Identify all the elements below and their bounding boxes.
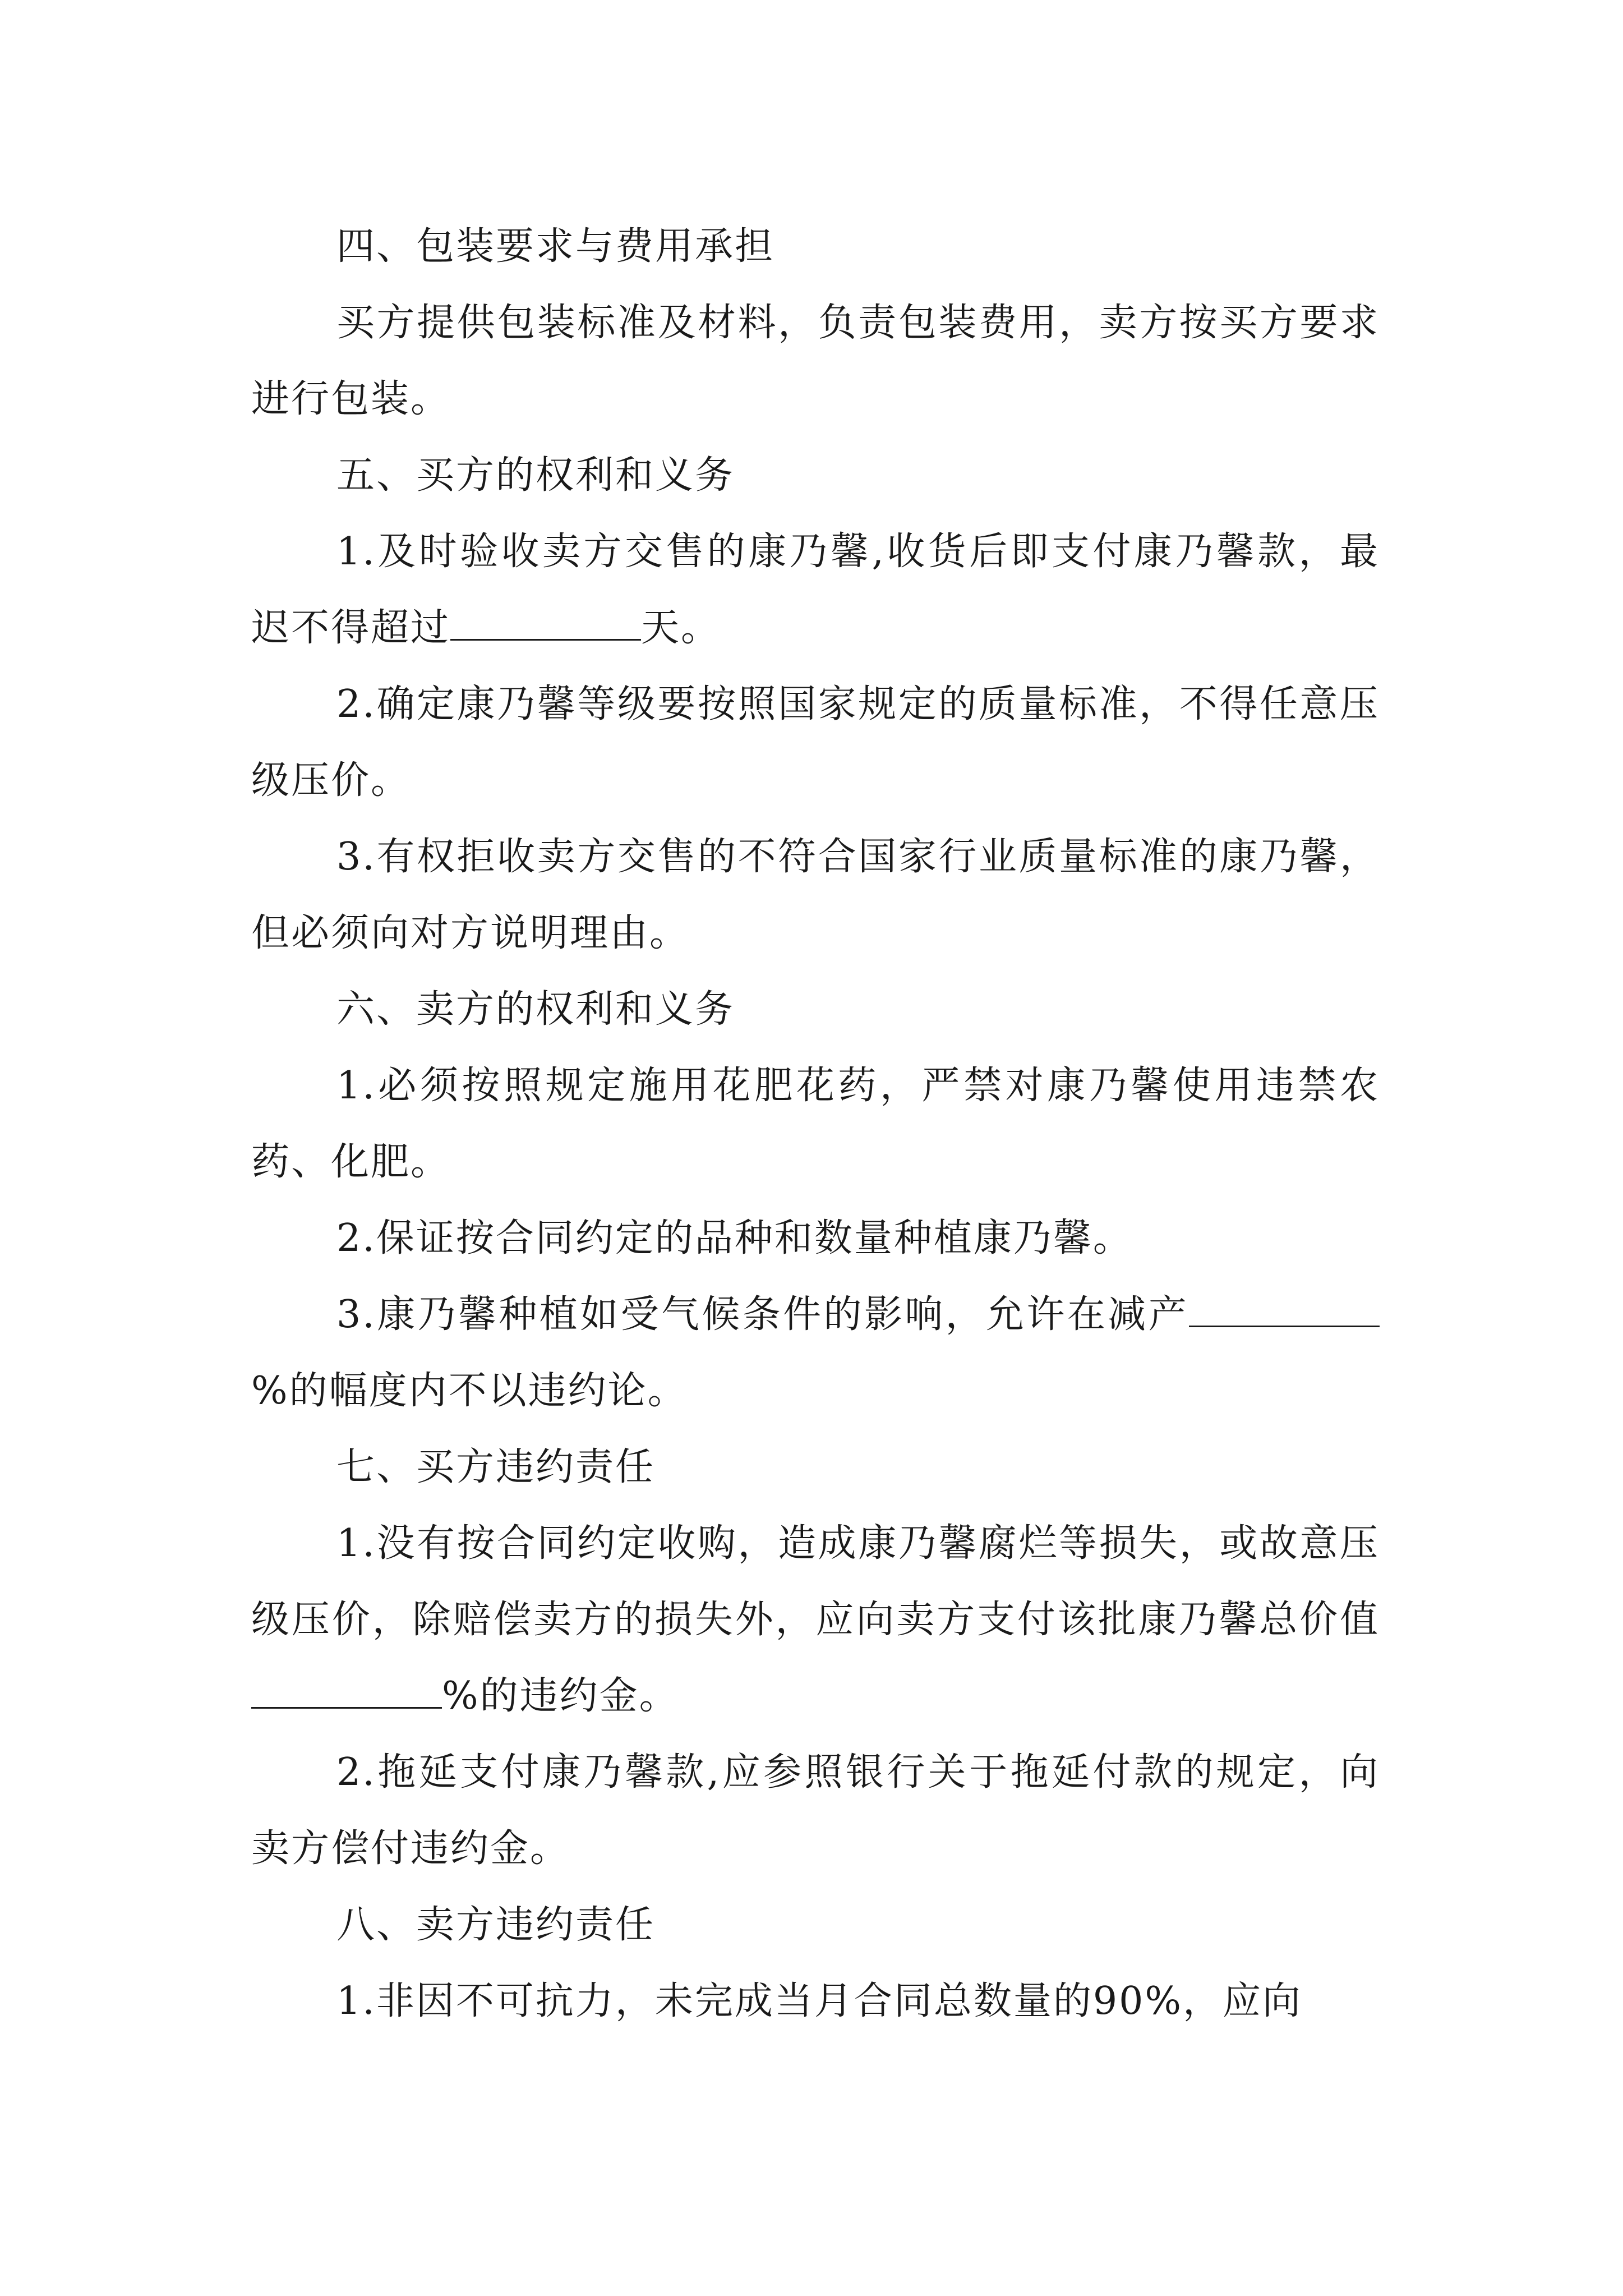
- clause-text: 3.康乃馨种植如受气候条件的影响，允许在减产: [336, 1292, 1189, 1337]
- clause-text: %的幅度内不以违约论。: [251, 1369, 688, 1413]
- buyer-rights-item-2: 2.确定康乃馨等级要按照国家规定的质量标准，不得任意压级压价。: [251, 682, 1380, 803]
- document-page: [251, 209, 1380, 2040]
- section-heading-buyer-liability: 七、买方违约责任: [336, 1445, 656, 1489]
- packaging-paragraph: 买方提供包装标准及材料，负责包装费用，卖方按买方要求进行包装。: [251, 301, 1380, 421]
- clause-text: %的违约金。: [442, 1674, 679, 1718]
- clause-text: 1.及时验收卖方交售的康乃馨,收货后即支付康乃馨款，最迟不得超过: [251, 530, 1380, 650]
- buyer-liability-item-1: [251, 1506, 1380, 1734]
- fill-in-blank[interactable]: [1189, 1292, 1380, 1327]
- seller-liability-item-1: 1.非因不可抗力，未完成当月合同总数量的90%，应向: [336, 1979, 1303, 2023]
- buyer-rights-item-3: 3.有权拒收卖方交售的不符合国家行业质量标准的康乃馨，但必须向对方说明理由。: [251, 835, 1380, 955]
- fill-in-blank[interactable]: [450, 605, 641, 641]
- section-heading-seller-liability: 八、卖方违约责任: [336, 1903, 656, 1947]
- section-heading-buyer-rights: 五、买方的权利和义务: [336, 453, 735, 498]
- section-heading-seller-rights: 六、卖方的权利和义务: [336, 987, 735, 1032]
- fill-in-blank[interactable]: [251, 1673, 442, 1709]
- seller-rights-item-1: 1.必须按照规定施用花肥花药，严禁对康乃馨使用违禁农药、化肥。: [251, 1064, 1380, 1184]
- section-heading-packaging: 四、包装要求与费用承担: [336, 224, 775, 269]
- clause-text: 1.没有按合同约定收购，造成康乃馨腐烂等损失，或故意压级压价，除赔偿卖方的损失外，应向卖方支付该批康乃馨总价值: [251, 1521, 1380, 1642]
- buyer-liability-item-2: 2.拖延支付康乃馨款,应参照银行关于拖延付款的规定，向卖方偿付违约金。: [251, 1750, 1380, 1871]
- seller-rights-item-3: [251, 1277, 1380, 1429]
- seller-rights-item-2: 2.保证按合同约定的品种和数量种植康乃馨。: [336, 1216, 1133, 1260]
- clause-text: 天。: [641, 606, 721, 650]
- buyer-rights-item-1: [251, 514, 1380, 666]
